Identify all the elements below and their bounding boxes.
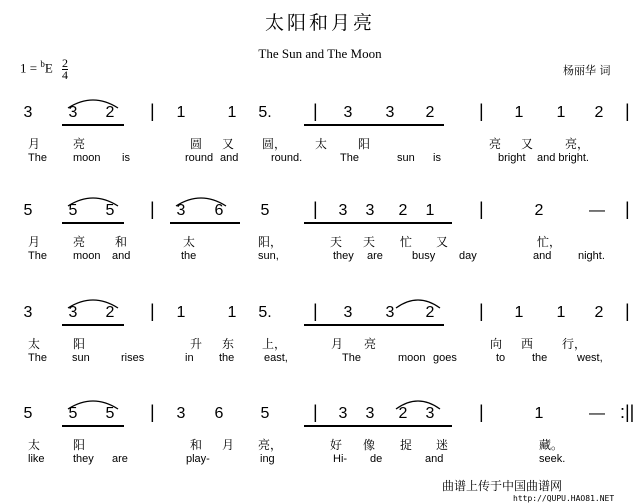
bar-line: | <box>313 402 318 422</box>
lyric-chinese: 上， <box>262 337 287 351</box>
note: 3 <box>343 104 353 121</box>
lyric-english: sun <box>72 352 90 364</box>
bar-line: | <box>150 301 155 321</box>
lyric-chinese: 圆 <box>190 137 203 151</box>
lyric-english: and <box>220 152 239 164</box>
lyric-chinese: 又 <box>436 235 449 249</box>
note: 5 <box>23 405 33 422</box>
lyric-chinese: 圆， <box>262 137 287 151</box>
lyric-chinese: 又 <box>222 137 235 151</box>
lyric-chinese: 月 <box>28 235 41 249</box>
lyric-chinese: 月 <box>331 337 344 351</box>
lyric-english: in <box>185 352 194 364</box>
time-top: 2 <box>62 56 69 70</box>
lyric-chinese: 东 <box>222 337 235 351</box>
note: 3 <box>425 405 435 422</box>
lyric-english: rises <box>121 352 145 364</box>
lyric-english: round <box>185 152 214 164</box>
lyric-english: play- <box>186 453 210 465</box>
note: 1 <box>227 304 237 321</box>
lyric-chinese: 亮， <box>565 137 590 151</box>
note: 5. <box>258 104 272 121</box>
lyric-english: and <box>112 250 131 262</box>
slur <box>396 300 440 308</box>
note: 2 <box>594 304 604 321</box>
lyric-chinese: 月 <box>222 438 235 452</box>
slur <box>396 401 440 409</box>
lyric-english: west, <box>577 352 603 364</box>
lyric-english: seek. <box>539 453 566 465</box>
song-title-english: The Sun and The Moon <box>258 46 382 61</box>
lyric-english: ing <box>260 453 275 465</box>
lyric-chinese: 向 <box>490 337 503 351</box>
lyric-english: and bright. <box>537 152 589 164</box>
footer-watermark: 曲谱上传于中国曲谱网 <box>442 479 563 493</box>
bar-line: | <box>150 402 155 422</box>
note: 3 <box>68 304 78 321</box>
lyric-english: The <box>342 352 361 364</box>
lyric-english: and <box>425 453 444 465</box>
lyric-english: round. <box>271 152 303 164</box>
bar-line: | <box>150 199 155 219</box>
lyric-chinese: 藏。 <box>539 438 564 452</box>
note: 2 <box>105 304 115 321</box>
lyric-chinese: 阳 <box>358 137 371 151</box>
lyric-chinese: 天 <box>330 235 343 249</box>
lyric-chinese: 太 <box>315 137 328 151</box>
bar-line: | <box>625 101 630 121</box>
lyric-chinese: 阳 <box>73 337 86 351</box>
slur <box>68 198 118 206</box>
time-bottom: 4 <box>62 68 69 82</box>
lyric-chinese: 和 <box>115 235 128 249</box>
bar-line: | <box>479 301 484 321</box>
lyric-english: bright <box>498 152 526 164</box>
note: 3 <box>365 202 375 219</box>
bar-line: | <box>625 199 630 219</box>
lyric-chinese: 太 <box>28 337 41 351</box>
slur <box>68 300 118 308</box>
note: 3 <box>176 202 186 219</box>
note: 3 <box>343 304 353 321</box>
lyric-english: is <box>433 152 441 164</box>
lyric-english: night. <box>578 250 605 262</box>
lyric-english: The <box>28 250 47 262</box>
key-prefix: 1 = <box>20 60 41 76</box>
lyric-chinese: 天 <box>363 235 376 249</box>
lyric-chinese: 升 <box>190 337 203 351</box>
note: 5 <box>260 405 270 422</box>
note: — <box>589 405 605 422</box>
lyric-english: The <box>340 152 359 164</box>
lyric-chinese: 行， <box>562 337 587 351</box>
lyric-english: de <box>370 453 383 465</box>
lyric-english: The <box>28 152 47 164</box>
bar-line: | <box>313 199 318 219</box>
lyric-chinese: 好 <box>330 438 343 452</box>
bar-line: | <box>479 402 484 422</box>
key-name: E <box>44 60 53 76</box>
bar-line: | <box>313 101 318 121</box>
lyric-chinese: 忙， <box>537 235 562 249</box>
lyric-english: sun, <box>258 250 279 262</box>
note: 3 <box>338 405 348 422</box>
lyric-english: sun <box>397 152 415 164</box>
note: 2 <box>425 304 435 321</box>
lyric-chinese: 又 <box>521 137 534 151</box>
bar-line: | <box>479 199 484 219</box>
lyric-chinese: 忙 <box>400 235 413 249</box>
lyric-english: like <box>28 453 45 465</box>
note: 3 <box>385 304 395 321</box>
lyric-chinese: 西 <box>521 337 534 351</box>
note: 2 <box>105 104 115 121</box>
lyric-chinese: 捉 <box>400 438 413 452</box>
note: 2 <box>398 405 408 422</box>
note: 2 <box>398 202 408 219</box>
note: 3 <box>176 405 186 422</box>
lyric-chinese: 亮 <box>73 235 86 249</box>
lyric-english: east, <box>264 352 288 364</box>
note: 5 <box>23 202 33 219</box>
lyric-english: to <box>496 352 506 364</box>
note: 1 <box>556 104 566 121</box>
note: 1 <box>534 405 544 422</box>
flat-sign: b <box>40 59 45 70</box>
note: 5 <box>68 405 78 422</box>
note: 1 <box>425 202 435 219</box>
note: 5 <box>105 405 115 422</box>
note: 5 <box>260 202 270 219</box>
lyric-english: The <box>28 352 47 364</box>
lyric-english: is <box>122 152 130 164</box>
note: 1 <box>176 104 186 121</box>
lyric-english: and <box>533 250 552 262</box>
note: 3 <box>23 104 33 121</box>
lyric-english: they <box>73 453 94 465</box>
note: 5 <box>68 202 78 219</box>
note: 3 <box>385 104 395 121</box>
bar-line: | <box>150 101 155 121</box>
lyric-english: day <box>459 250 477 262</box>
slur <box>176 198 226 206</box>
lyric-english: are <box>112 453 128 465</box>
note: 1 <box>556 304 566 321</box>
note: 2 <box>425 104 435 121</box>
lyric-chinese: 迷 <box>436 438 449 452</box>
lyric-chinese: 像 <box>363 438 376 452</box>
bar-line: | <box>479 101 484 121</box>
note: 1 <box>227 104 237 121</box>
song-title-chinese: 太阳和月亮 <box>264 12 375 34</box>
lyric-chinese: 亮 <box>489 137 502 151</box>
lyric-chinese: 太 <box>28 438 41 452</box>
footer-url: http://QUPU.HAO81.NET <box>513 494 615 503</box>
lyric-english: Hi- <box>333 453 348 465</box>
note: 1 <box>176 304 186 321</box>
lyric-english: moon <box>73 152 101 164</box>
note: 1 <box>514 304 524 321</box>
bar-line: | <box>313 301 318 321</box>
lyric-english: they <box>333 250 354 262</box>
lyric-chinese: 太 <box>183 235 196 249</box>
lyric-english: the <box>219 352 235 364</box>
bar-line: | <box>625 301 630 321</box>
bar-line: :|| <box>620 402 635 422</box>
lyric-english: are <box>367 250 383 262</box>
lyric-chinese: 阳 <box>73 438 86 452</box>
slur <box>68 401 118 409</box>
note: 3 <box>365 405 375 422</box>
lyric-english: the <box>181 250 197 262</box>
note: 1 <box>514 104 524 121</box>
lyric-chinese: 阳， <box>258 235 283 249</box>
lyric-chinese: 亮， <box>258 438 283 452</box>
note: 2 <box>594 104 604 121</box>
note: 3 <box>23 304 33 321</box>
lyric-chinese: 亮 <box>364 337 377 351</box>
note: — <box>589 202 605 219</box>
lyric-chinese: 月 <box>28 137 41 151</box>
lyric-english: goes <box>433 352 457 364</box>
note: 3 <box>68 104 78 121</box>
note: 3 <box>338 202 348 219</box>
lyricist-credit: 杨丽华 词 <box>563 64 611 77</box>
note: 2 <box>534 202 544 219</box>
lyric-english: the <box>532 352 548 364</box>
lyric-english: moon <box>73 250 101 262</box>
note: 5 <box>105 202 115 219</box>
note: 5. <box>258 304 272 321</box>
slur <box>68 100 118 108</box>
note: 6 <box>214 202 224 219</box>
lyric-chinese: 亮 <box>73 137 86 151</box>
lyric-english: moon <box>398 352 426 364</box>
note: 6 <box>214 405 224 422</box>
lyric-chinese: 和 <box>190 438 203 452</box>
lyric-english: busy <box>412 250 436 262</box>
